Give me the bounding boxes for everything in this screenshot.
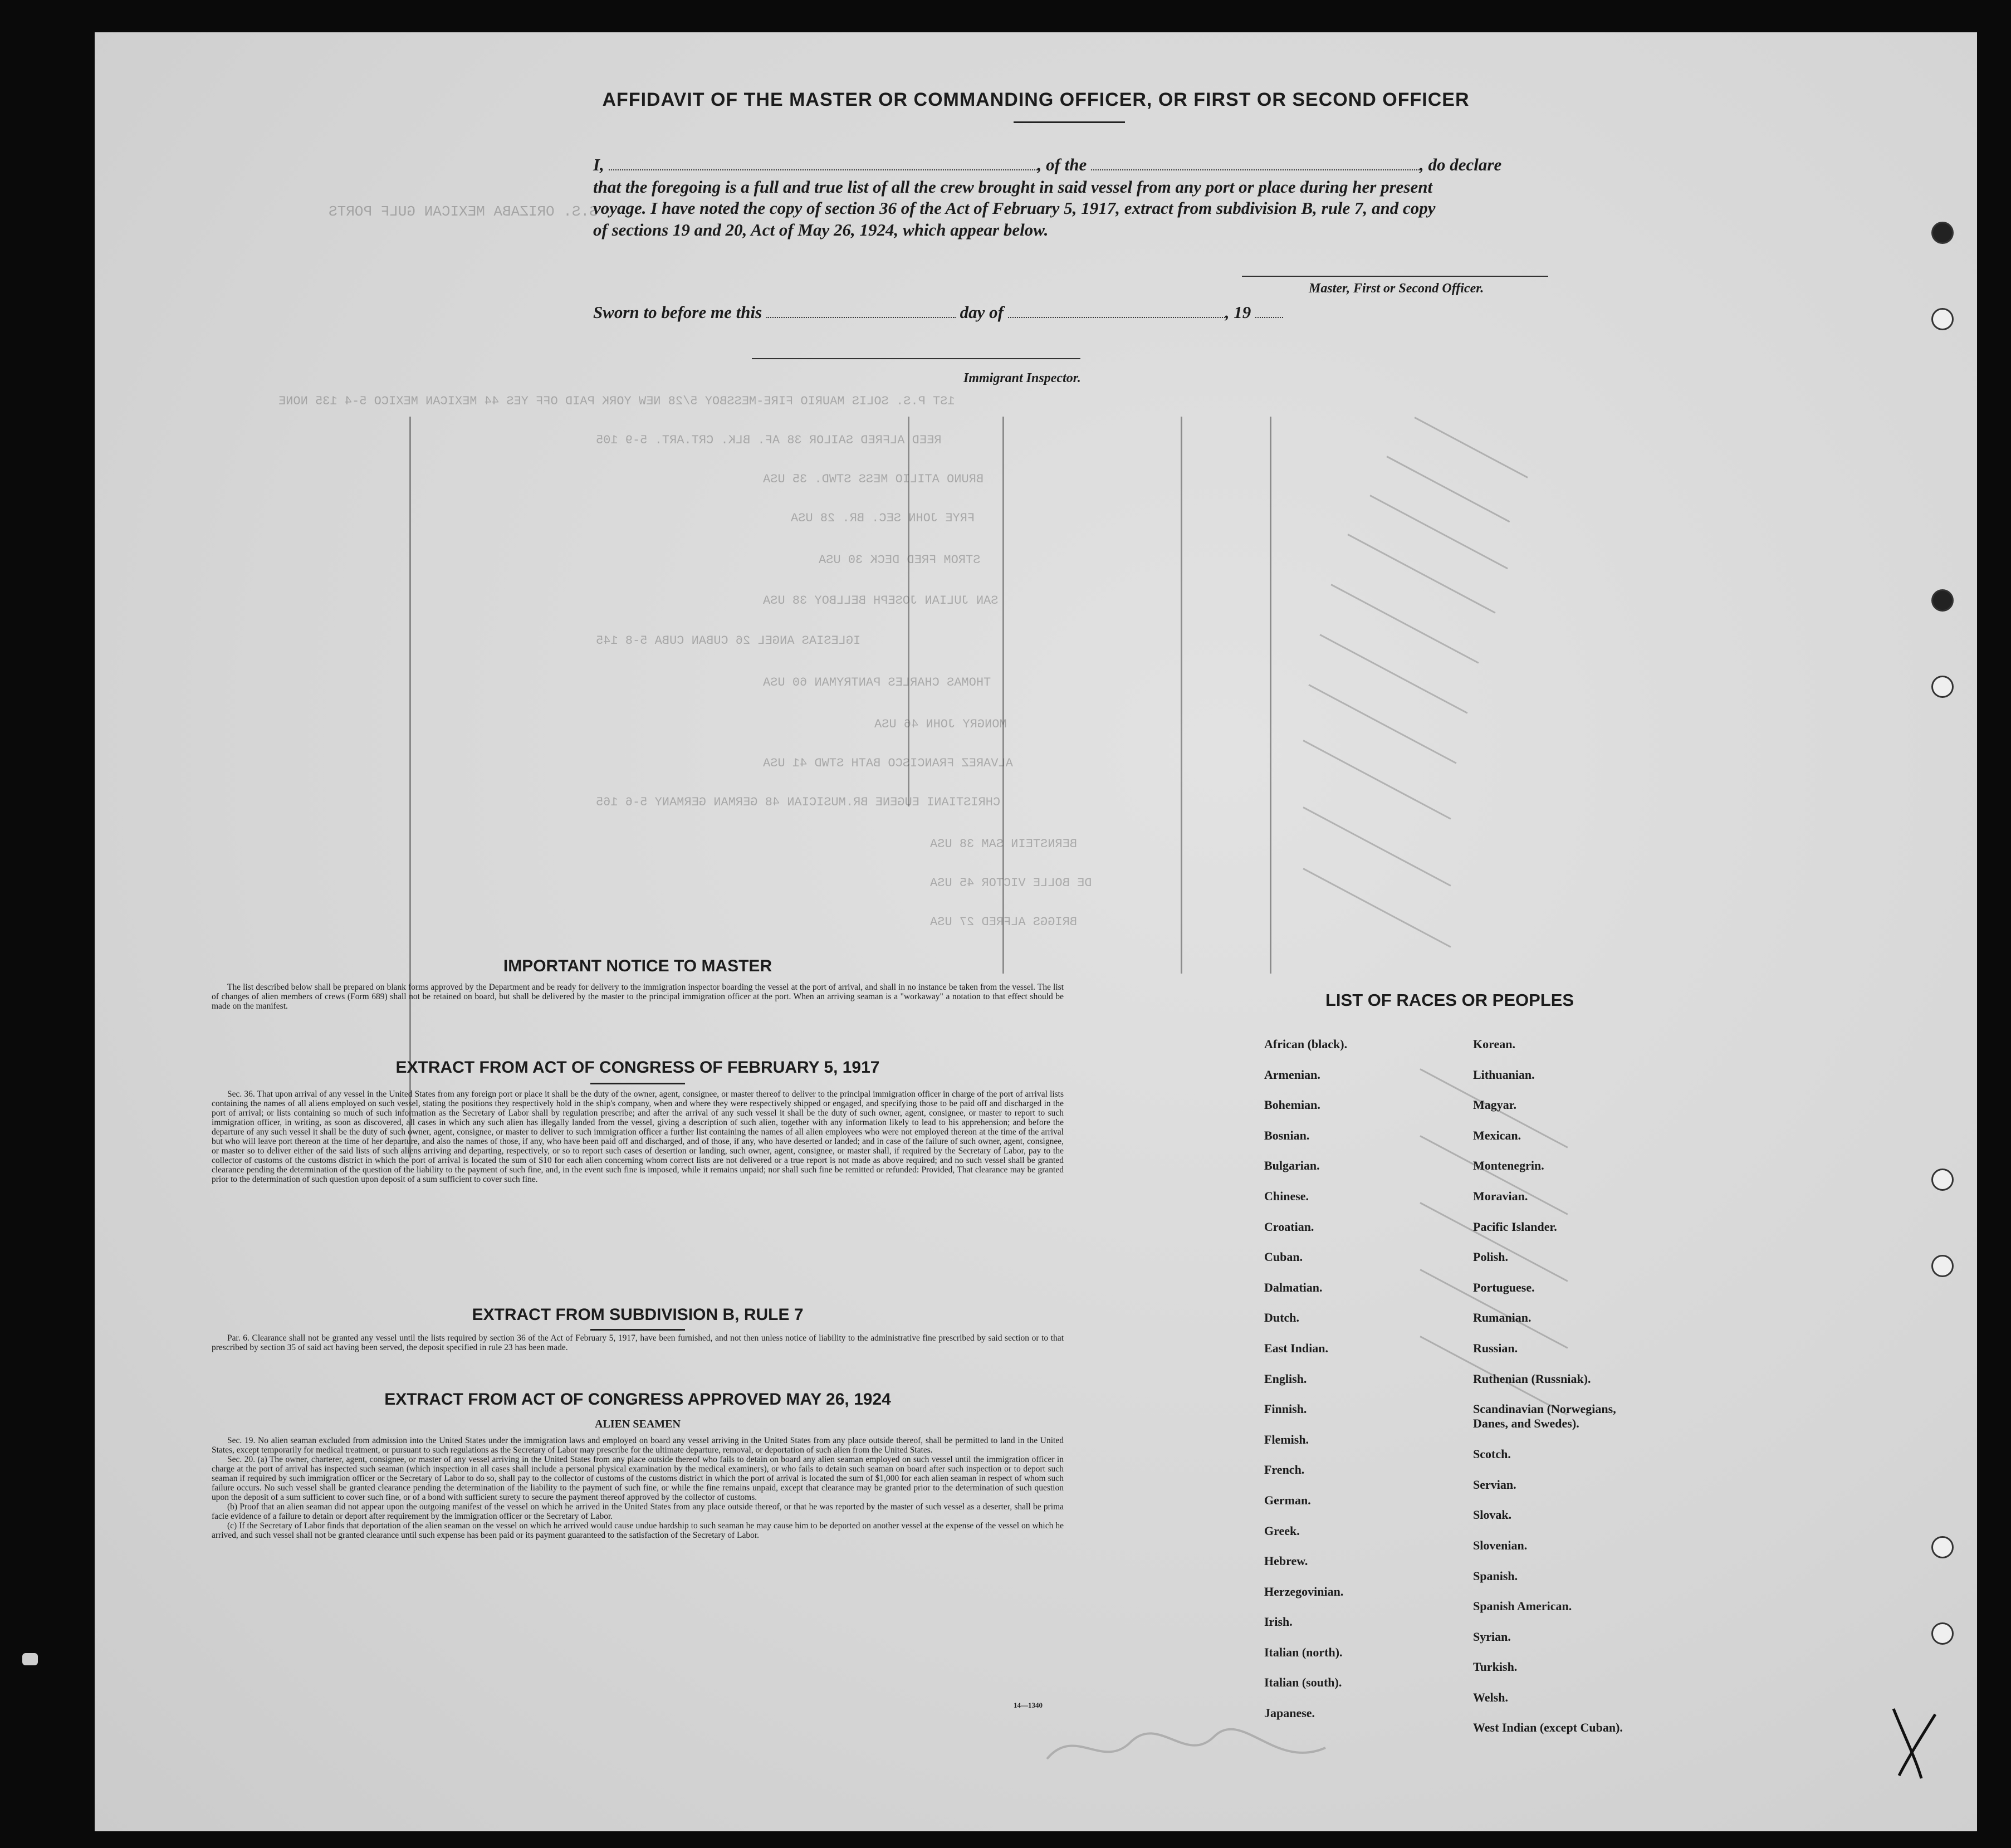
section-20b-paragraph: (b) Proof that an alien seaman did not appear upon the outgoing manifest of the vessel on which he arrived in the United States from any place outside thereof, or that he was reported by the master of such vessel as a deserter, shall be prima facie evidence of a failure to detain or deport after requirement by the immigration officer or the Secretary of Labor. (212, 1502, 1064, 1521)
paragraph-6: Par. 6. Clearance shall not be granted any vessel until the lists required by section 36 of the Act of February 5, 1917, have been furnished, and not then unless notice of liability to the administrative fine prescribed by said section or to that prescribed by section 35 of said act having been served, the deposit specified in rule 23 has been made. (212, 1333, 1064, 1352)
race-item: Syrian. (1473, 1629, 1511, 1644)
inspector-signature-caption: Immigrant Inspector. (963, 371, 1081, 385)
alien-seamen-subtitle: ALIEN SEAMEN (595, 1418, 681, 1430)
affidavit-line-3: voyage. I have noted the copy of section 36 of the Act of February 5, 1917, extract from subdivision B, rule 7, and copy (593, 198, 1436, 218)
race-item: Dalmatian. (1264, 1280, 1323, 1294)
binder-hole (1931, 1255, 1954, 1277)
race-item: Slovenian. (1473, 1538, 1528, 1552)
bleed-slash-mark (1347, 534, 1495, 613)
extract-rule7-title: EXTRACT FROM SUBDIVISION B, RULE 7 (472, 1306, 804, 1324)
race-item: Japanese. (1264, 1706, 1315, 1720)
binder-hole (1931, 308, 1954, 330)
race-item: Spanish American. (1473, 1599, 1572, 1614)
race-item: Herzegovinian. (1264, 1584, 1344, 1598)
margin-mark (22, 1653, 38, 1665)
extract-1917-text (212, 1089, 1064, 1184)
race-item: Russian. (1473, 1341, 1518, 1355)
race-item: Greek. (1264, 1523, 1300, 1538)
race-item: Magyar. (1473, 1098, 1517, 1112)
race-item: Turkish. (1473, 1660, 1518, 1674)
race-item: Flemish. (1264, 1432, 1309, 1446)
bleed-row: IGLESIAS ANGEL 26 CUBAN CUBA 5-8 145 (596, 634, 861, 648)
bleed-row: ALVAREZ FRANCISCO BATH STWD 41 USA (763, 756, 1013, 770)
name-blank[interactable] (609, 169, 1038, 170)
races-title: LIST OF RACES OR PEOPLES (1325, 990, 1574, 1010)
race-item: Portuguese. (1473, 1280, 1535, 1294)
affidavit-title-rule (1014, 121, 1125, 123)
notice-text (212, 982, 1064, 1011)
race-item: Korean. (1473, 1037, 1515, 1051)
race-item: Cuban. (1264, 1250, 1303, 1264)
bleed-row: FRYE JOHN SEC. BR. 28 USA (791, 511, 975, 525)
affidavit-declare-label: , do declare (1420, 155, 1502, 174)
binder-hole (1931, 222, 1954, 244)
sworn-month-blank[interactable] (1008, 316, 1225, 318)
bleed-row: DE BOLLE VICTOR 45 USA (930, 876, 1092, 890)
bleed-slash-mark (1303, 868, 1451, 947)
race-item: Polish. (1473, 1250, 1508, 1264)
bleed-row: 1ST P.S. SOLIS MAURIO FIRE-MESSBOY 5/28 NEW YORK PAID OFF YES 44 MEXICAN MEXICO 5-4 135 NONE (278, 394, 955, 408)
race-item: Ruthenian (Russniak). (1473, 1371, 1591, 1386)
bleed-row: CHRISTIANI EUGENE BR.MUSICIAN 48 GERMAN GERMANY 5-6 165 (596, 795, 1001, 809)
section-19-paragraph: Sec. 19. No alien seaman excluded from admission into the United States under the immigration laws and employed on board any vessel arriving in the United States from any place outside thereof, shall be permitted to land in the United States, except temporarily for medical treatment, or pursuant to such regulations as the Secretary of Labor may prescribe for the ultimate departure, removal, or deportation of such alien from the United States. (212, 1436, 1064, 1455)
affidavit-of-label: , of the (1037, 155, 1087, 174)
race-item: Moravian. (1473, 1189, 1528, 1203)
race-item: Finnish. (1264, 1402, 1307, 1416)
bleed-header: S.S. ORIZABA MEXICAN GULF PORTS (329, 203, 598, 220)
race-item: Spanish. (1473, 1568, 1518, 1583)
sworn-line (593, 302, 1283, 322)
binder-hole (1931, 1622, 1954, 1645)
sworn-day-of: day of (960, 302, 1004, 322)
race-item: French. (1264, 1463, 1305, 1477)
races-right-column (1473, 1037, 1623, 1751)
section-20c-paragraph: (c) If the Secretary of Labor finds that deportation of the alien seaman on the vessel on which he arrived would cause undue hardship to such seaman he may cause him to be deported on another vessel at the expense of the vessel on which he arrived, and such vessel shall not be granted clearance until such expense has been paid or its payment guaranteed to the satisfaction of the Secretary of Labor. (212, 1521, 1064, 1540)
bleed-row: BRIGGS ALFRED 27 USA (930, 915, 1078, 929)
inspector-signature-line[interactable] (752, 358, 1080, 359)
master-signature-caption: Master, First or Second Officer. (1309, 281, 1484, 296)
binder-hole (1931, 1169, 1954, 1191)
race-item: East Indian. (1264, 1341, 1328, 1355)
race-item: Chinese. (1264, 1189, 1309, 1203)
extract-1924-text (212, 1436, 1064, 1540)
sworn-year-blank[interactable] (1255, 316, 1283, 318)
affidavit-title: AFFIDAVIT OF THE MASTER OR COMMANDING OFFICER, OR FIRST OR SECOND OFFICER (602, 89, 1470, 110)
bleed-row: STROM FRED DECK 30 USA (819, 553, 981, 567)
race-item: Croatian. (1264, 1219, 1314, 1234)
bleed-row: THOMAS CHARLES PANTRYMAN 60 USA (763, 676, 991, 690)
vessel-blank[interactable] (1091, 169, 1420, 170)
race-item: Welsh. (1473, 1690, 1508, 1704)
binder-hole (1931, 676, 1954, 698)
race-item: Pacific Islander. (1473, 1219, 1557, 1234)
bleed-column-line (1270, 417, 1271, 974)
race-item: Scandinavian (Norwegians, (1473, 1402, 1616, 1416)
bleed-slash-mark (1414, 417, 1528, 478)
extract-1917-title: EXTRACT FROM ACT OF CONGRESS OF FEBRUARY 5, 1917 (395, 1058, 880, 1077)
binder-hole (1931, 1536, 1954, 1558)
bleed-column-line (1181, 417, 1182, 974)
race-item: Italian (north). (1264, 1645, 1343, 1659)
sworn-date-blank[interactable] (766, 316, 956, 318)
race-item: Bulgarian. (1264, 1158, 1320, 1173)
form-number: 14—1340 (1014, 1701, 1043, 1709)
race-item: Armenian. (1264, 1067, 1320, 1082)
race-item: Dutch. (1264, 1311, 1299, 1325)
bleed-row: MONGRY JOHN 46 USA (874, 717, 1007, 731)
affidavit-line-4: of sections 19 and 20, Act of May 26, 1924, which appear below. (593, 220, 1049, 239)
race-item: Scotch. (1473, 1447, 1511, 1461)
bleed-column-line (409, 417, 411, 1157)
bleed-column-line (908, 417, 909, 806)
race-item: Bohemian. (1264, 1098, 1320, 1112)
sworn-year-prefix: , 19 (1225, 302, 1251, 322)
bleed-row: REED ALFRED SAILOR 38 AF. BLK. CRT.ART. 5-9 105 (596, 433, 942, 447)
race-item: Bosnian. (1264, 1128, 1310, 1142)
race-item: Irish. (1264, 1615, 1293, 1629)
affidavit-line-1 (593, 155, 1501, 175)
section-20a-paragraph: Sec. 20. (a) The owner, charterer, agent, consignee, or master of any vessel arriving in the United States from any place outside thereof who fails to detain on board any alien seaman employed on such vessel until the immigration officer in charge at the port of arrival has inspected such seaman (which inspection in all cases shall include a personal physical examination by the medical examiners), or who fails to detain such seaman on board after such inspection or to deport such seaman if required by such immigration officer or the Secretary of Labor to do so, shall pay to the collector of customs of the customs district in which the port of arrival is located the sum of $1,000 for each alien seaman in respect of whom such failure occurs. No such vessel shall be granted clearance pending the determination of the liability to the payment of such fine, or while the fine remains unpaid, except that clearance may be granted prior to the determination of such question upon the deposit of a sum sufficient to cover such fine, or of a bond with sufficient surety to secure the payment thereof approved by the collector of customs. (212, 1455, 1064, 1502)
race-item: Lithuanian. (1473, 1067, 1535, 1082)
master-signature-line[interactable] (1242, 276, 1548, 277)
faint-signature (1041, 1714, 1331, 1781)
section-36-paragraph: Sec. 36. That upon arrival of any vessel in the United States from any foreign port or place it shall be the duty of the owner, agent, consignee, or master thereof to deliver to the principal immigration officer in charge of the port of arrival lists containing the names of all aliens employed on such vessel, stating the positions they respectively hold in the ship's company, when and where they were respectively shipped or engaged, and specifying those to be paid off and discharged in the port of arrival; or lists containing so much of such information as the Secretary of Labor shall by regulation prescribe; and after the arrival of any such vessel it shall be the duty of such owner, agent, consignee, or master to report to such immigration officer, in writing, as soon as discovered, all cases in which any such alien has illegally landed from the vessel, giving a description of such alien, together with any information likely to lead to his apprehension; and before the departure of any such vessel it shall be the duty of such owner, agent, consignee, or master to deliver to such immigration officer a further list containing the names of all alien employees who were not employed thereon at the time of the arrival but who will leave port thereon at the time of her departure, and also the names of those, if any, who have been paid off and discharged, and of those, if any, who have deserted or landed; and in case of the failure of such owner, agent, consignee, or master so to deliver either of the said lists of such aliens arriving and departing, respectively, or so to report such cases of desertion or landing, such owner, agent, consignee, or master shall, if required by the Secretary of Labor, pay to the collector of customs of the customs district in which the port of arrival is located the sum of $10 for each alien concerning whom correct lists are not delivered or a true report is not made as above required; and no such vessel shall be granted clearance pending the determination of the question of the liability to the payment of such fine, and, in the event such fine is imposed, while it remains unpaid; nor shall such fine be remitted or refunded: Provided, That clearance may be granted prior to the determination of such question upon deposit of a sum sufficient to cover such fine. (212, 1089, 1064, 1184)
race-item: Rumanian. (1473, 1311, 1532, 1325)
bleed-slash-mark (1303, 806, 1451, 886)
affidavit-line-2: that the foregoing is a full and true list of all the crew brought in said vessel from any port or place during her present (593, 177, 1433, 197)
extract-1924-title: EXTRACT FROM ACT OF CONGRESS APPROVED MAY 26, 1924 (384, 1390, 891, 1409)
sworn-prefix: Sworn to before me this (593, 302, 762, 322)
notice-paragraph: The list described below shall be prepared on blank forms approved by the Department and be ready for delivery to the immigration inspector boarding the vessel at the port of arrival, and shall in no instance be taken from the vessel. The list of changes of alien members of crews (Form 689) shall not be retained on board, but shall be delivered by the master to the principal immigration officer at the port. When an arriving seaman is a "workaway" a notation to that effect should be made on the manifest. (212, 982, 1064, 1011)
bleed-row: SAN JULIAN JOSEPH BELLBOY 38 USA (763, 594, 999, 608)
race-item: Montenegrin. (1473, 1158, 1544, 1173)
race-item: Slovak. (1473, 1508, 1512, 1522)
race-item: Hebrew. (1264, 1554, 1308, 1568)
affidavit-i-label: I, (593, 155, 604, 174)
race-item: West Indian (except Cuban). (1473, 1720, 1623, 1735)
extract-rule7-rule (590, 1329, 685, 1331)
bleed-column-line (1002, 417, 1004, 974)
race-item: Italian (south). (1264, 1675, 1342, 1690)
handwritten-x-mark (1882, 1703, 1944, 1781)
extract-1917-rule (590, 1083, 685, 1084)
bleed-row: BRUNO ATILIO MESS STWD. 35 USA (763, 472, 984, 486)
bleed-row: BERNSTEIN SAM 38 USA (930, 837, 1078, 851)
race-item: Servian. (1473, 1477, 1516, 1492)
races-left-column (1264, 1037, 1347, 1737)
race-item: German. (1264, 1493, 1311, 1507)
race-item: Mexican. (1473, 1128, 1521, 1142)
binder-hole (1931, 589, 1954, 612)
document-page (95, 32, 1977, 1831)
race-item: African (black). (1264, 1037, 1348, 1051)
extract-rule7-text (212, 1333, 1064, 1352)
bleed-slash-mark (1303, 740, 1451, 819)
race-item: English. (1264, 1371, 1307, 1386)
notice-title: IMPORTANT NOTICE TO MASTER (503, 957, 772, 975)
race-item: Danes, and Swedes). (1473, 1416, 1579, 1431)
